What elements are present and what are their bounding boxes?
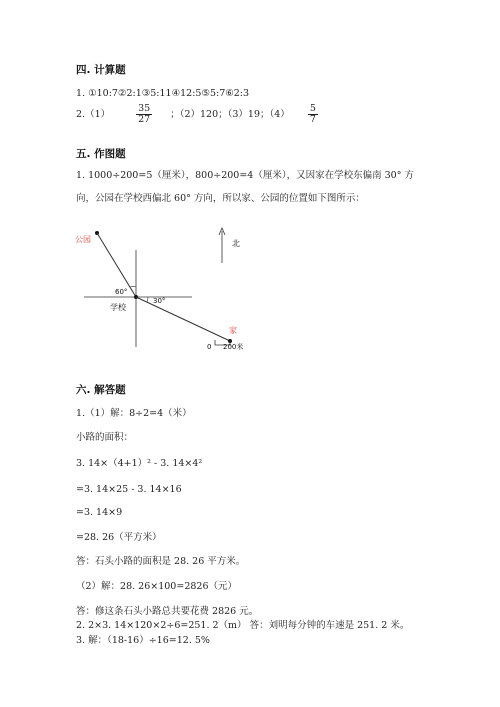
school-label: 学校	[110, 303, 126, 312]
s6-line-9: 答：修这条石头小路总共要花费 2826 元。	[76, 606, 259, 617]
s4-answer-2-prefix: 2.（1）	[76, 108, 111, 120]
angle-30-arc	[147, 297, 148, 302]
fraction-denominator: 7	[309, 114, 316, 125]
scale-length-label: 200米	[223, 343, 244, 351]
home-label: 家	[229, 326, 237, 335]
section-4-title: 四. 计算题	[76, 64, 126, 76]
s6-line-6: =28. 26（平方米）	[76, 532, 162, 543]
fraction-numerator: 35	[138, 103, 151, 114]
s4-answer-1: 1. ①10:7②2:1③5:11④12:5⑤5:7⑥2:3	[76, 88, 250, 99]
fraction-denominator: 27	[138, 114, 151, 125]
scale-zero-label: 0	[207, 343, 212, 351]
s4-answer-2-middle: ；（2）120；（3）19；（4）	[170, 108, 290, 120]
section-6-title: 六. 解答题	[76, 384, 126, 396]
s6-line-10: 2. 2×3. 14×120×2÷6=251. 2（m） 答：刘明每分钟的车速是 251. 2 米。	[76, 620, 410, 631]
s6-line-8: （2）解：28. 26×100=2826（元）	[76, 581, 237, 592]
s6-line-2: 小路的面积：	[76, 432, 134, 443]
s6-line-3: 3. 14×（4+1）² - 3. 14×4²	[76, 458, 203, 469]
s6-line-4: =3. 14×25 - 3. 14×16	[76, 484, 182, 495]
s6-line-1: 1.（1）解：8÷2=4（米）	[76, 408, 192, 419]
s6-line-7: 答：石头小路的面积是 28. 26 平方米。	[76, 556, 246, 567]
s5-text-line-2: 向，公园在学校西偏北 60° 方向，所以家、公园的位置如下图所示：	[76, 193, 365, 204]
direction-diagram	[70, 225, 270, 360]
fraction-numerator: 5	[309, 103, 316, 114]
angle-60-label: 60°	[115, 288, 128, 296]
s6-line-11: 3. 解：（18-16）÷16=12. 5%	[76, 635, 210, 646]
s4-answer-2	[76, 104, 324, 125]
north-label: 北	[232, 239, 240, 248]
fraction-5-7	[308, 104, 318, 125]
school-home-line	[136, 297, 230, 341]
s5-text-line-1: 1. 1000÷200=5（厘米），800÷200=4（厘米），又因家在学校东偏南 30° 方	[76, 170, 414, 181]
angle-30-label: 30°	[153, 297, 166, 305]
s6-line-5: =3. 14×9	[76, 507, 123, 518]
park-label: 公园	[75, 235, 91, 244]
fraction-35-27	[136, 104, 152, 125]
section-5-title: 五. 作图题	[76, 148, 126, 160]
